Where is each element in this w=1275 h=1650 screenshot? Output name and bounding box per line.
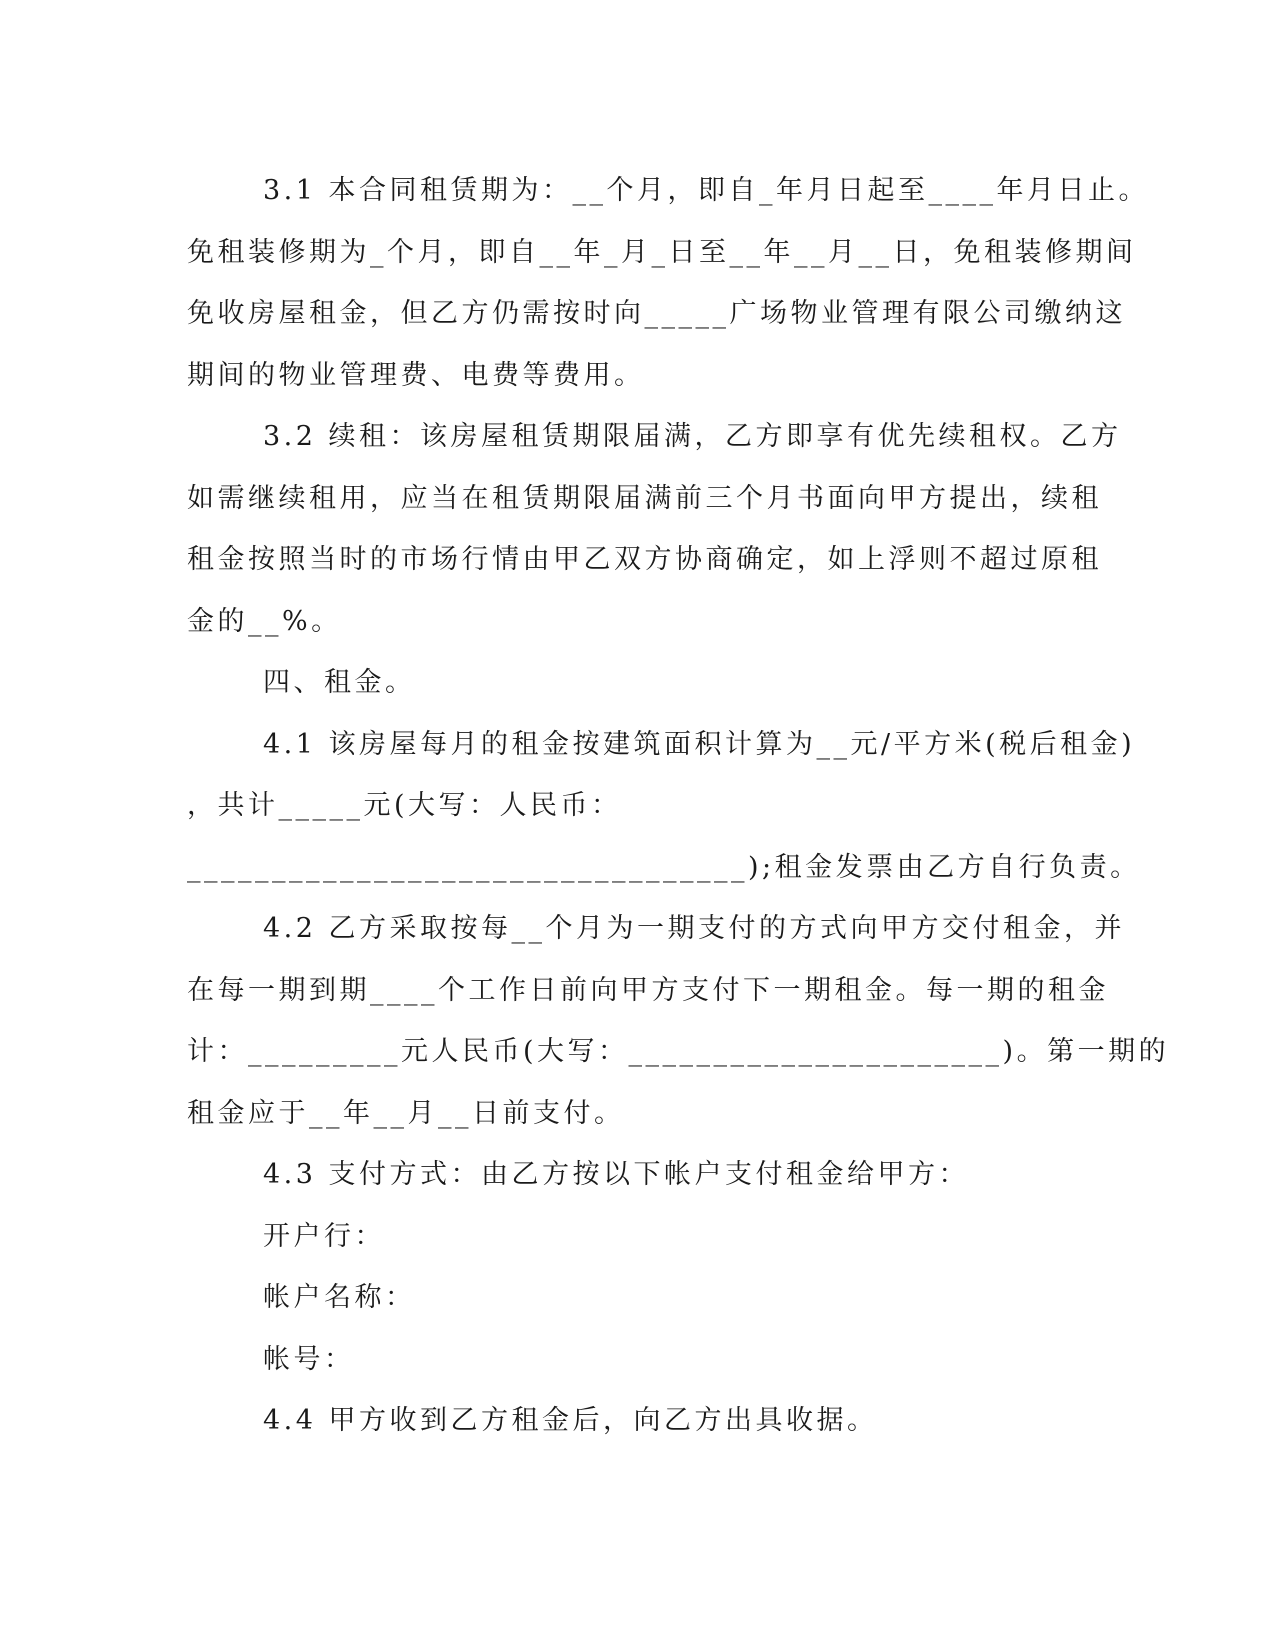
field-account-name [187,1267,1067,1329]
field-account-number [187,1329,1067,1391]
text-line: 如需继续租用，应当在租赁期限届满前三个月书面向甲方提出，续租 [187,482,1102,514]
text-line: 计：_________元人民币(大写：______________________)。第一期的 [187,1036,1170,1067]
text-line: 4.4 甲方收到乙方租金后，向乙方出具收据。 [263,1405,878,1436]
text-line: 金的__%。 [187,605,342,637]
text-line: 免收房屋租金，但乙方仍需按时向_____广场物业管理有限公司缴纳这 [187,298,1126,329]
clause-3-1 [187,160,1150,406]
text-line: 期间的物业管理费、电费等费用。 [187,359,645,391]
text-line: 4.3 支付方式：由乙方按以下帐户支付租金给甲方： [263,1159,970,1190]
document-body [187,160,1170,1452]
text-line: 租金应于__年__月__日前支付。 [187,1097,625,1129]
text-line: 4.2 乙方采取按每__个月为一期支付的方式向甲方交付租金，并 [263,913,1126,944]
bank-label: 开户行： [263,1220,385,1252]
clause-4-3 [187,1144,1067,1206]
clause-4-2 [187,898,1170,1144]
text-line: ，共计_____元(大写：人民币： [187,790,622,821]
clause-3-2 [187,406,1122,652]
text-line: 租金按照当时的市场行情由甲乙双方协商确定，如上浮则不超过原租 [187,544,1102,575]
text-line: 免租装修期为_个月，即自__年_月_日至__年__月__日，免租装修期间 [187,236,1137,268]
text-line: 3.2 续租：该房屋租赁期限届满，乙方即享有优先续租权。乙方 [263,421,1122,452]
field-bank [187,1206,1067,1268]
account-name-label: 帐户名称： [263,1282,416,1313]
section-4-heading [187,652,1067,714]
section-heading: 四、租金。 [263,667,416,698]
text-line: 在每一期到期____个工作日前向甲方支付下一期租金。每一期的租金 [187,974,1109,1006]
clause-4-1 [187,714,1141,899]
text-line: 3.1 本合同租赁期为：__个月，即自_年月日起至____年月日止。 [263,175,1150,206]
clause-4-4 [187,1390,1067,1452]
text-line: 4.1 该房屋每月的租金按建筑面积计算为__元/平方米(税后租金) [263,728,1136,760]
account-number-label: 帐号： [263,1343,355,1375]
text-line: _________________________________);租金发票由乙方自行负责。 [187,851,1141,883]
